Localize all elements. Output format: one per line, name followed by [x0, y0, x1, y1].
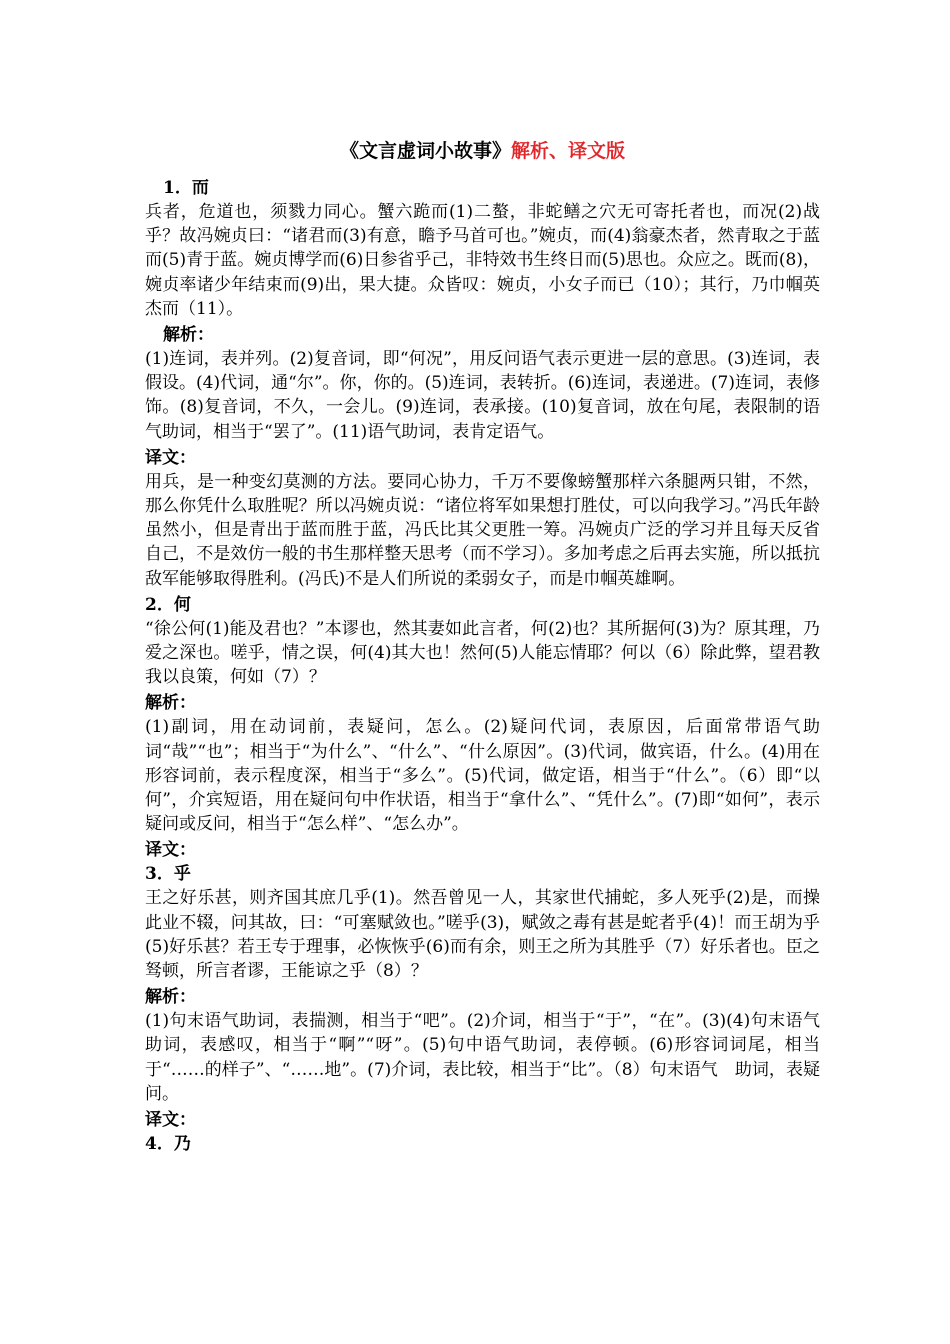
analysis-label: 解析：: [163, 325, 214, 346]
section-er: [145, 176, 820, 591]
section-text: 王之好乐甚，则齐国其庶几乎(1)。然吾曾见一人，其家世代捕蛇，多人死乎(2)是，而操此业不辍，问其故，曰：“可塞赋敛也。”嗟乎(3)，赋敛之毒有甚是蛇者乎(4)！而王胡为乎(5)好乐甚？若王专于理事，必恢恢乎(6)而有余，则王之所为其胜乎（7）好乐者也。臣之驽顿，所言者谬，王能谅之乎（8）？: [145, 888, 820, 982]
analysis-text: (1)副词，用在动词前，表疑问，怎么。(2)疑问代词，表原因，后面常带语气助词“哉”“也”；相当于“为什么”、“什么”、“什么原因”。(3)代词，做宾语，什么。(4)用在形容词前，表示程度深，相当于“多么”。(5)代词，做定语，相当于“什么”。（6）即“以何”，介宾短语，用在疑问句中作状语，相当于“拿什么”、“凭什么”。(7)即“如何”，表示疑问或反问，相当于“怎么样”、“怎么办”。: [145, 717, 820, 835]
analysis-text: (1)连词，表并列。(2)复音词，即“何况”，用反问语气表示更进一层的意思。(3)连词，表假设。(4)代词，通“尔”。你，你的。(5)连词，表转折。(6)连词，表递进。(7)连词，表修饰。(8)复音词，不久，一会儿。(9)连词，表承接。(10)复音词，放在句尾，表限制的语气助词，相当于“罢了”。(11)语气助词，表肯定语气。: [145, 349, 820, 442]
translation-label: 译文：: [145, 1110, 196, 1131]
section-heading: 4．乃: [145, 1134, 191, 1155]
section-heading: 1．而: [163, 178, 209, 198]
document-page: [145, 138, 820, 1156]
section-heading: 3．乎: [145, 864, 191, 885]
section-hu: [145, 862, 820, 1132]
section-he: [145, 593, 820, 863]
document-title: [145, 138, 820, 164]
section-nai: [145, 1132, 820, 1156]
analysis-label: 解析：: [145, 693, 196, 714]
title-accent: 解析、译文版: [511, 140, 626, 162]
analysis-label: 解析：: [145, 987, 196, 1008]
title-main: 《文言虚词小故事》: [339, 140, 511, 162]
section-text: 兵者，危道也，须戮力同心。蟹六跪而(1)二螯，非蛇鳝之穴无可寄托者也，而况(2)战乎？故冯婉贞曰：“诸君而(3)有意，瞻予马首可也。”婉贞，而(4)翁豪杰者，然青取之于蓝而(5)青于蓝。婉贞博学而(6)日参省乎己，非特效书生终日而(5)思也。众应之。既而(8)，婉贞率诸少年结束而(9)出，果大捷。众皆叹：婉贞，小女子而已（10）；其行，乃巾帼英杰而（11）。: [145, 202, 820, 319]
section-heading: 2．何: [145, 594, 191, 615]
translation-text: 用兵，是一种变幻莫测的方法。要同心协力，千万不要像螃蟹那样六条腿两只钳，不然，那么你凭什么取胜呢？所以冯婉贞说：“诸位将军如果想打胜仗，可以向我学习。”冯氏年龄虽然小，但是青出于蓝而胜于蓝，冯氏比其父更胜一筹。冯婉贞广泛的学习并且每天反省自己，不是效仿一般的书生那样整天思考（而不学习）。多加考虑之后再去实施，所以抵抗敌军能够取得胜利。(冯氏)不是人们所说的柔弱女子，而是巾帼英雄啊。: [145, 471, 820, 589]
translation-label: 译文：: [145, 447, 196, 468]
translation-label: 译文：: [145, 840, 196, 861]
analysis-text: (1)句末语气助词，表揣测，相当于“吧”。(2)介词，相当于“于”，“在”。(3)(4)句末语气助词，表感叹，相当于“啊”“呀”。(5)句中语气助词，表停顿。(6)形容词词尾，相当于“……的样子”、“……地”。(7)介词，表比较，相当于“比”。（8）句末语气 助词，表疑问。: [145, 1011, 820, 1104]
section-text: “徐公何(1)能及君也？”本谬也，然其妻如此言者，何(2)也？其所据何(3)为？原其理，乃爱之深也。嗟乎，情之误，何(4)其大也！然何(5)人能忘情耶？何以（6）除此弊，望君教我以良策，何如（7）？: [145, 618, 820, 688]
